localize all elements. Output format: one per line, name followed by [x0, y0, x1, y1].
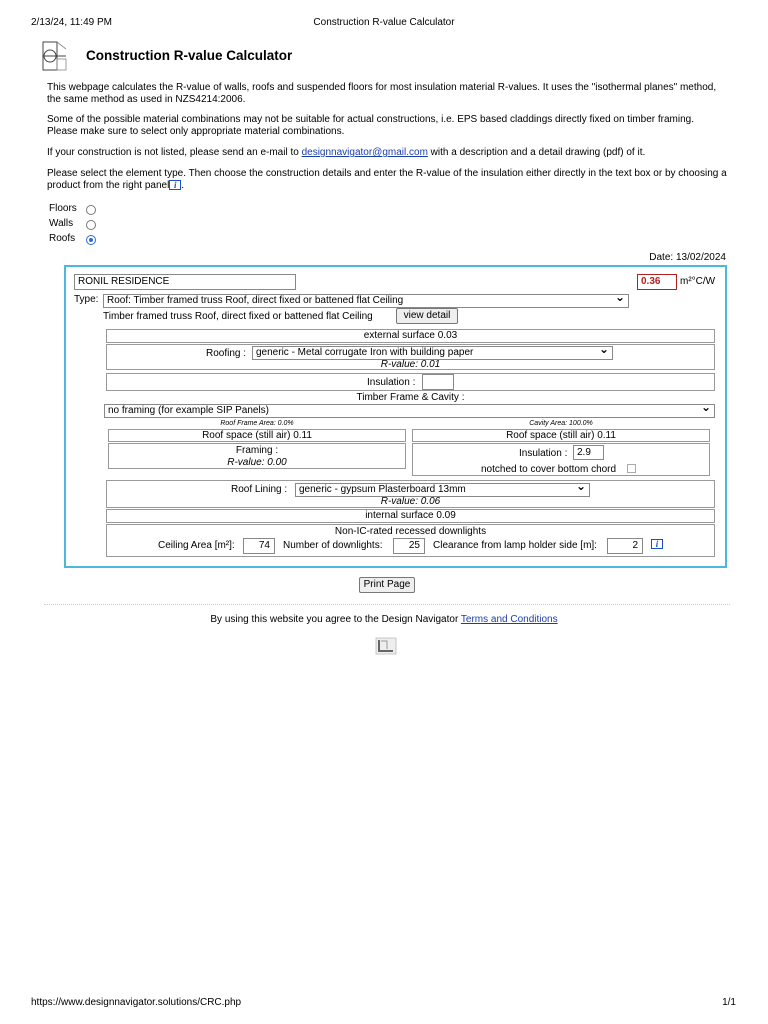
framing-select-value: no framing (for example SIP Panels) — [108, 405, 270, 416]
instructions-text: Please select the element type. Then choose the construction details and enter the R-value of the insulation either directly in the text box or by choosing a product from the right panel — [47, 168, 727, 191]
footer-agreement-text: By using this website you agree to the Design Navigator — [210, 614, 461, 625]
roof-frame-area: Roof Frame Area: 0.0% — [220, 420, 294, 427]
cavity-insulation-label: Insulation : — [519, 448, 568, 459]
framing-label: Framing : — [235, 445, 279, 456]
notched-checkbox[interactable] — [627, 464, 636, 473]
num-downlights-label: Number of downlights: — [283, 540, 383, 551]
element-type-floors[interactable] — [49, 203, 77, 214]
design-navigator-logo — [42, 41, 68, 73]
print-page-number: 1/1 — [722, 997, 736, 1008]
walls-radio[interactable] — [86, 220, 96, 230]
framing-cell — [108, 443, 406, 469]
roofs-label: Roofs — [49, 233, 76, 244]
app-title: Construction R-value Calculator — [86, 48, 293, 63]
num-downlights-input[interactable]: 25 — [393, 538, 425, 554]
total-r-value: 0.36 — [637, 274, 677, 290]
r-value-unit: m²°C/W — [680, 276, 716, 287]
roofing-value: generic - Metal corrugate Iron with building paper — [256, 347, 474, 358]
floors-radio[interactable] — [86, 205, 96, 215]
element-type-roofs[interactable] — [49, 233, 75, 244]
roof-lining-r-value: R-value: 0.06 — [380, 496, 441, 507]
insulation-input[interactable] — [422, 374, 454, 390]
notched-label: notched to cover bottom chord — [481, 464, 617, 475]
cavity-cell — [412, 443, 710, 476]
footer-text — [0, 614, 768, 625]
roofing-label: Roofing : — [206, 348, 247, 359]
right-roof-space: Roof space (still air) 0.11 — [412, 429, 710, 442]
roof-lining-label: Roof Lining : — [231, 484, 288, 495]
insulation-row — [106, 373, 715, 391]
intro-paragraph-2: Some of the possible material combinations may not be suitable for actual constructions, i.e. EPS based claddings directly fixed on timber framing. Please make sure to select only appropriate material combinations. — [47, 114, 694, 137]
print-page-title: Construction R-value Calculator — [313, 17, 455, 28]
roof-lining-value: generic - gypsum Plasterboard 13mm — [299, 484, 466, 495]
intro-paragraph-4 — [47, 168, 727, 191]
view-detail-button[interactable]: view detail — [396, 308, 458, 324]
info-icon[interactable]: i — [169, 180, 181, 190]
clearance-input[interactable]: 2 — [607, 538, 643, 554]
cavity-insulation-input[interactable]: 2.9 — [573, 445, 604, 460]
project-name-input[interactable]: RONIL RESIDENCE — [74, 274, 296, 290]
construction-subtitle: Timber framed truss Roof, direct fixed or battened flat Ceiling — [103, 311, 373, 322]
email-link[interactable]: designnavigator@gmail.com — [301, 147, 428, 158]
external-surface-row: external surface 0.03 — [106, 329, 715, 343]
print-page-button[interactable]: Print Page — [359, 577, 415, 593]
floors-label: Floors — [49, 203, 77, 214]
walls-label: Walls — [49, 218, 74, 229]
roofing-row — [106, 344, 715, 370]
contact-text-before: If your construction is not listed, please send an e-mail to — [47, 147, 302, 158]
print-datetime: 2/13/24, 11:49 PM — [31, 17, 112, 28]
element-type-walls[interactable] — [49, 218, 73, 229]
clearance-label: Clearance from lamp holder side [m]: — [433, 540, 597, 551]
print-url: https://www.designnavigator.solutions/CRC.php — [31, 997, 242, 1008]
construction-type-value: Roof: Timber framed truss Roof, direct fixed or battened flat Ceiling — [107, 295, 404, 306]
framing-select[interactable] — [104, 404, 715, 418]
roof-lining-row — [106, 480, 715, 508]
construction-type-select[interactable] — [103, 294, 629, 308]
framing-r-value: R-value: 0.00 — [227, 457, 287, 468]
instructions-end: . — [181, 179, 185, 191]
downlights-title: Non-IC-rated recessed downlights — [334, 526, 487, 537]
internal-surface-row: internal surface 0.09 — [106, 509, 715, 523]
calculator-panel — [64, 265, 727, 568]
ceiling-area-label: Ceiling Area [m²]: — [158, 540, 235, 551]
left-roof-space: Roof space (still air) 0.11 — [108, 429, 406, 442]
info-icon[interactable]: i — [651, 539, 663, 549]
terms-link[interactable]: Terms and Conditions — [460, 614, 558, 625]
roofing-select[interactable] — [252, 346, 613, 360]
cavity-area: Cavity Area: 100.0% — [529, 420, 593, 427]
roofing-r-value: R-value: 0.01 — [380, 359, 441, 370]
design-navigator-small-logo — [375, 637, 397, 655]
downlights-section — [106, 524, 715, 557]
intro-paragraph-3 — [47, 147, 727, 159]
calc-date: Date: 13/02/2024 — [649, 252, 726, 263]
contact-text-after: with a description and a detail drawing (pdf) of it. — [427, 147, 646, 158]
ceiling-area-input[interactable]: 74 — [243, 538, 275, 554]
insulation-label: Insulation : — [367, 377, 416, 388]
intro-paragraph-1: This webpage calculates the R-value of walls, roofs and suspended floors for most insulation material R-values. It uses the "isothermal planes" method, the same method as used in NZS4214:2006. — [47, 82, 717, 105]
roof-lining-select[interactable] — [295, 483, 590, 497]
timber-frame-title: Timber Frame & Cavity : — [356, 392, 465, 403]
roofs-radio[interactable] — [86, 235, 96, 245]
type-label: Type: — [74, 294, 99, 305]
divider — [44, 604, 730, 605]
